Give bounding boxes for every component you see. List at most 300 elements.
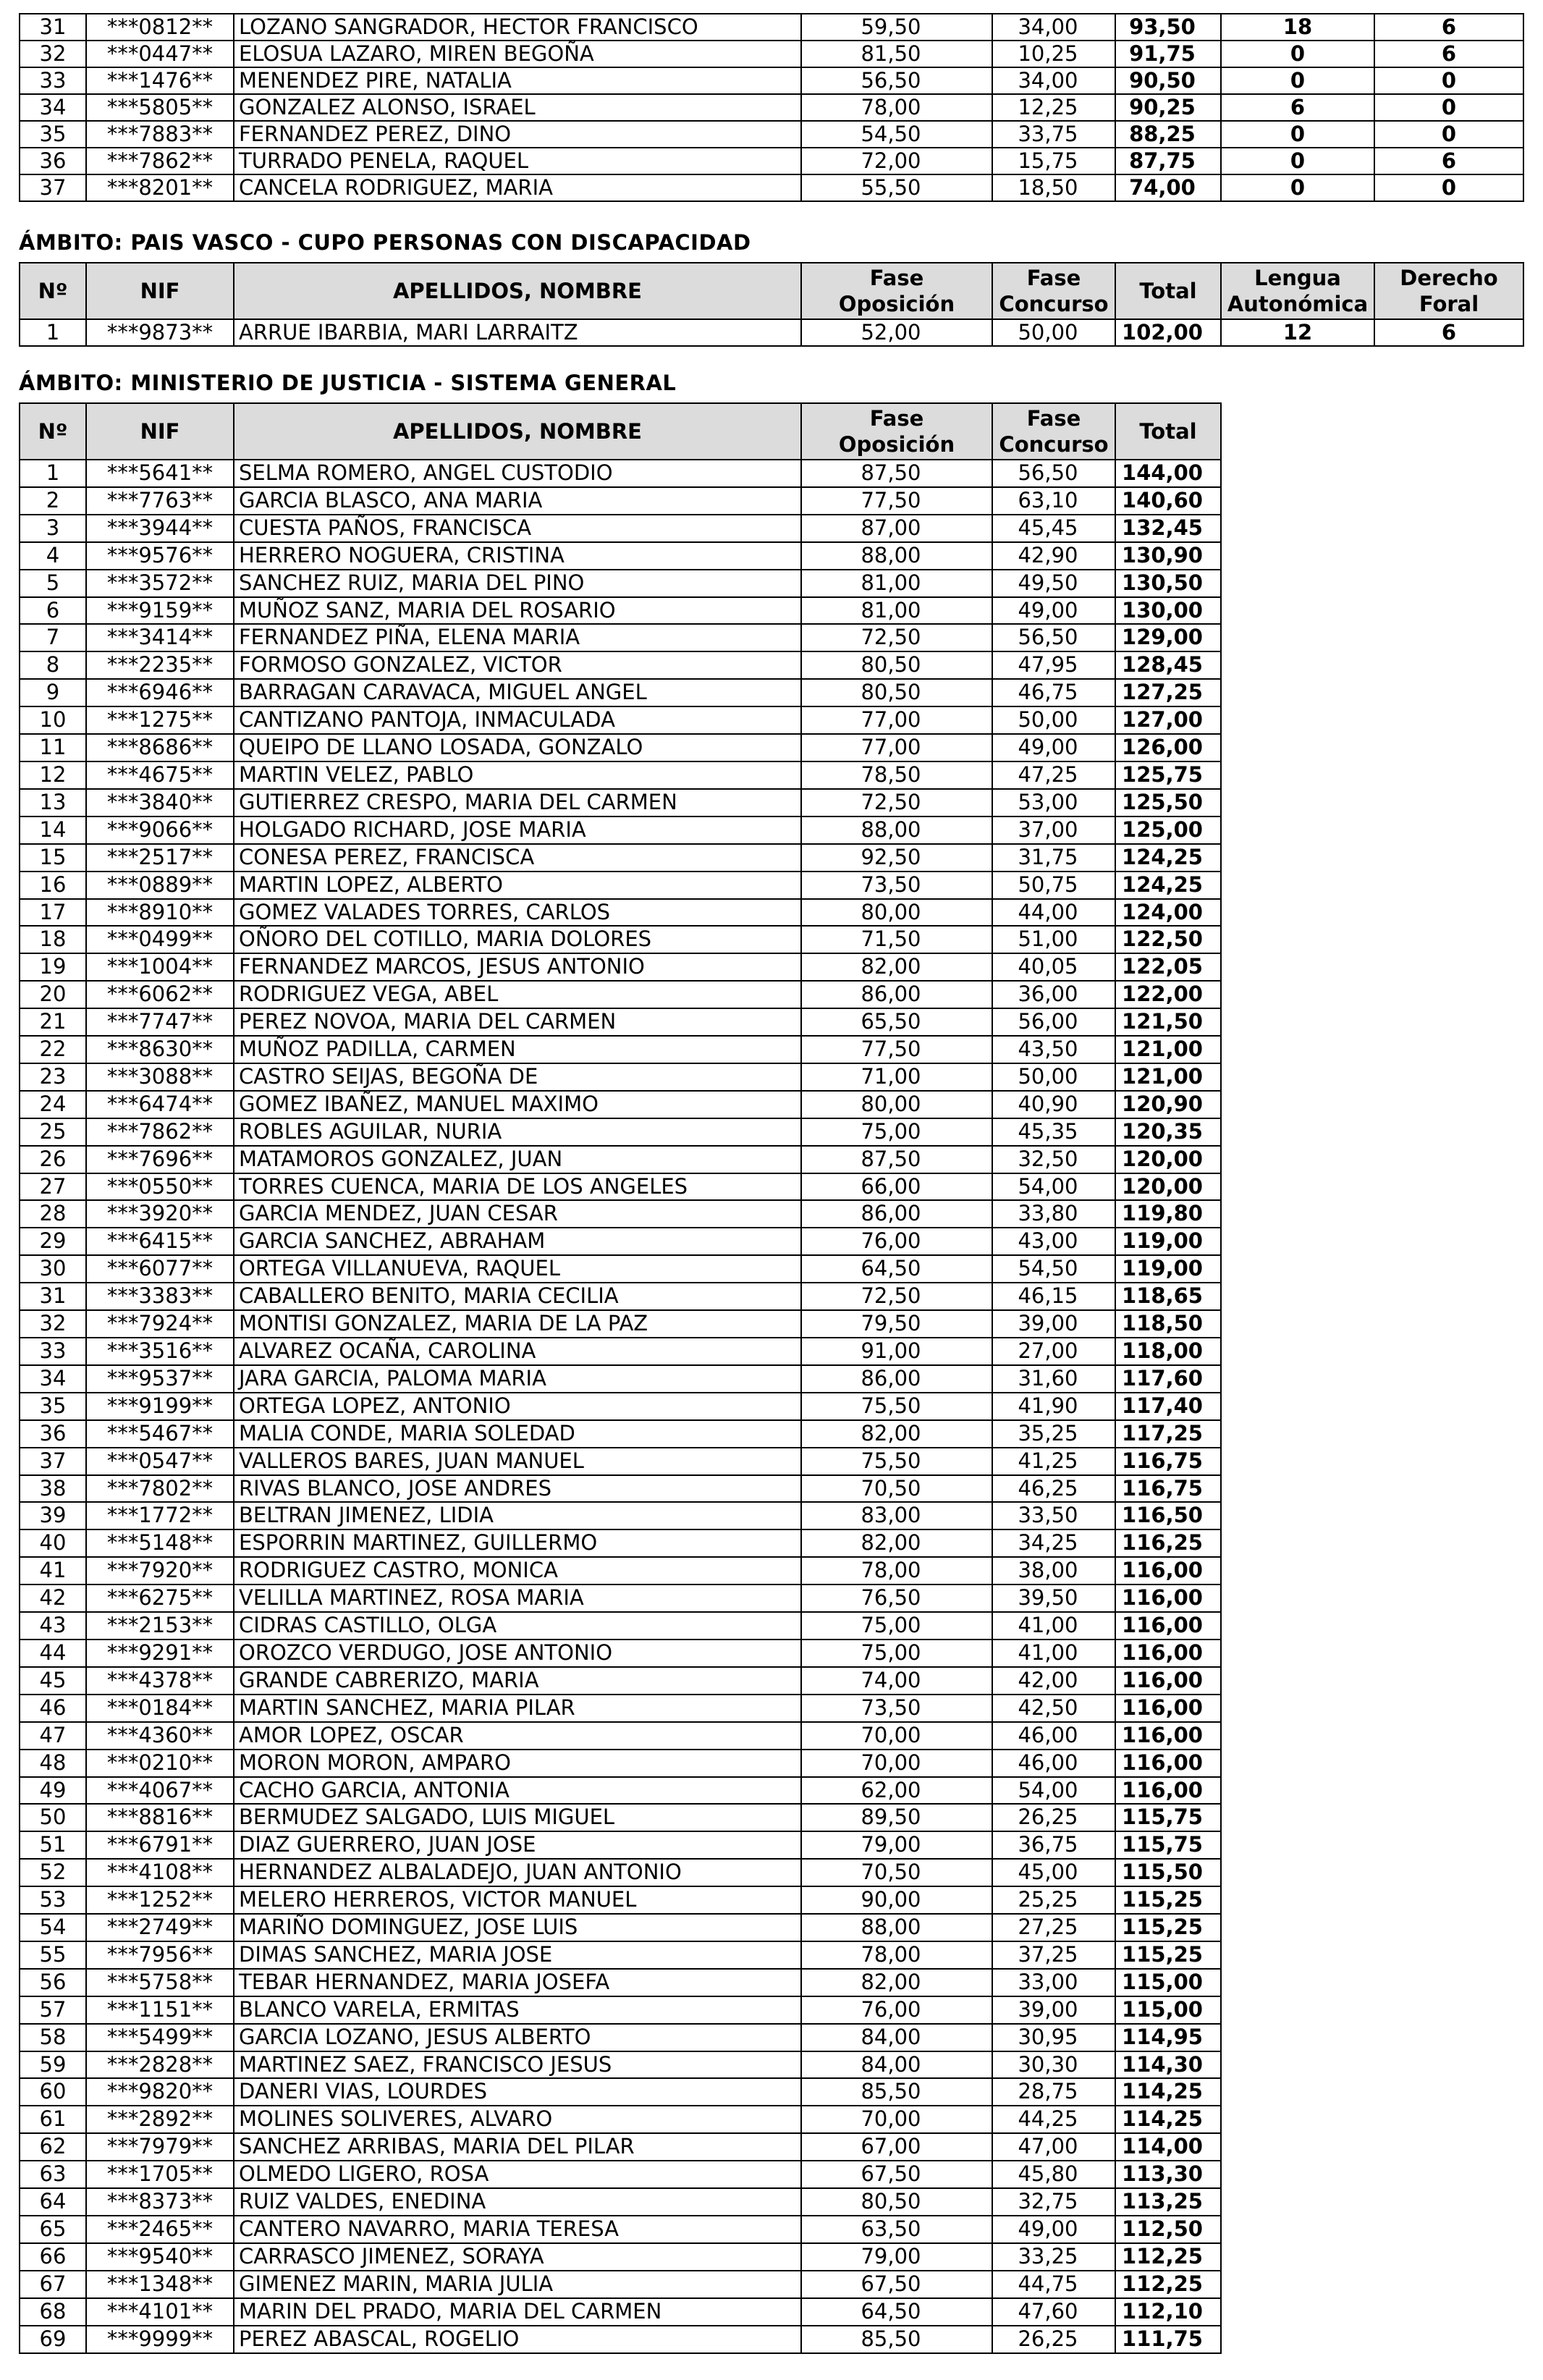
cell-total: 125,00 xyxy=(1115,816,1221,844)
cell-nif: ***9873** xyxy=(86,319,234,346)
cell-full-name: FERNANDEZ PIÑA, ELENA MARIA xyxy=(234,624,801,651)
cell-nif: ***7883** xyxy=(86,121,234,148)
cell-total: 122,50 xyxy=(1115,926,1221,953)
cell-full-name: RODRIGUEZ CASTRO, MONICA xyxy=(234,1557,801,1584)
cell-nif: ***9291** xyxy=(86,1640,234,1667)
cell-full-name: HERRERO NOGUERA, CRISTINA xyxy=(234,542,801,570)
cell-fase-oposicion: 85,50 xyxy=(801,2326,992,2353)
table-row xyxy=(20,174,1523,201)
cell-fase-concurso: 33,80 xyxy=(992,1200,1115,1228)
table-row xyxy=(20,121,1523,148)
cell-fase-oposicion: 88,00 xyxy=(801,542,992,570)
cell-row-number: 35 xyxy=(20,121,86,148)
cell-row-number: 33 xyxy=(20,67,86,94)
ministerio-justicia-table xyxy=(19,402,1222,2354)
cell-row-number: 66 xyxy=(20,2243,86,2271)
cell-total: 116,75 xyxy=(1115,1475,1221,1503)
cell-full-name: PEREZ NOVOA, MARIA DEL CARMEN xyxy=(234,1008,801,1036)
table-row xyxy=(20,1365,1221,1393)
cell-full-name: ORTEGA LOPEZ, ANTONIO xyxy=(234,1393,801,1420)
cell-full-name: ARRUE IBARBIA, MARI LARRAITZ xyxy=(234,319,801,346)
cell-fase-oposicion: 81,00 xyxy=(801,570,992,597)
cell-row-number: 26 xyxy=(20,1146,86,1173)
cell-fase-concurso: 41,00 xyxy=(992,1640,1115,1667)
pais-vasco-table xyxy=(19,262,1524,347)
cell-total: 125,75 xyxy=(1115,761,1221,789)
table-row xyxy=(20,1502,1221,1529)
cell-fase-oposicion: 86,00 xyxy=(801,1365,992,1393)
cell-full-name: GRANDE CABRERIZO, MARIA xyxy=(234,1667,801,1695)
cell-fase-oposicion: 75,00 xyxy=(801,1612,992,1640)
cell-fase-concurso: 10,25 xyxy=(992,41,1115,67)
cell-fase-oposicion: 82,00 xyxy=(801,1529,992,1557)
cell-total: 117,60 xyxy=(1115,1365,1221,1393)
table-row xyxy=(20,679,1221,706)
table-row xyxy=(20,2298,1221,2326)
cell-nif: ***6791** xyxy=(86,1831,234,1859)
cell-full-name: PEREZ ABASCAL, ROGELIO xyxy=(234,2326,801,2353)
cell-total: 122,00 xyxy=(1115,981,1221,1008)
cell-nif: ***9999** xyxy=(86,2326,234,2353)
cell-row-number: 51 xyxy=(20,1831,86,1859)
cell-total: 115,00 xyxy=(1115,1969,1221,1996)
cell-nif: ***1004** xyxy=(86,953,234,981)
cell-fase-concurso: 50,00 xyxy=(992,319,1115,346)
table-row xyxy=(20,1036,1221,1063)
cell-fase-concurso: 30,30 xyxy=(992,2051,1115,2079)
cell-full-name: TEBAR HERNANDEZ, MARIA JOSEFA xyxy=(234,1969,801,1996)
cell-full-name: FORMOSO GONZALEZ, VICTOR xyxy=(234,651,801,679)
cell-full-name: MOLINES SOLIVERES, ALVARO xyxy=(234,2106,801,2133)
cell-nif: ***9159** xyxy=(86,597,234,625)
cell-total: 120,90 xyxy=(1115,1091,1221,1118)
table-row xyxy=(20,734,1221,761)
cell-full-name: MARTINEZ SAEZ, FRANCISCO JESUS xyxy=(234,2051,801,2079)
cell-nif: ***4108** xyxy=(86,1859,234,1886)
cell-row-number: 16 xyxy=(20,872,86,899)
cell-nif: ***7763** xyxy=(86,487,234,515)
cell-fase-oposicion: 80,00 xyxy=(801,899,992,927)
cell-full-name: MELERO HERREROS, VICTOR MANUEL xyxy=(234,1886,801,1914)
table-row xyxy=(20,597,1221,625)
cell-nif: ***5467** xyxy=(86,1420,234,1448)
cell-row-number: 36 xyxy=(20,148,86,174)
header-total: Total xyxy=(1115,263,1221,319)
cell-nif: ***0547** xyxy=(86,1448,234,1475)
cell-fase-concurso: 46,00 xyxy=(992,1722,1115,1750)
cell-nif: ***2517** xyxy=(86,844,234,872)
table-row xyxy=(20,1063,1221,1091)
header-lengua-autonomica: Lengua Autonómica xyxy=(1221,263,1374,319)
cell-row-number: 1 xyxy=(20,319,86,346)
cell-fase-concurso: 33,00 xyxy=(992,1969,1115,1996)
cell-nif: ***5499** xyxy=(86,2024,234,2051)
cell-nif: ***6474** xyxy=(86,1091,234,1118)
cell-row-number: 59 xyxy=(20,2051,86,2079)
cell-fase-oposicion: 77,00 xyxy=(801,734,992,761)
cell-row-number: 34 xyxy=(20,1365,86,1393)
cell-fase-oposicion: 77,50 xyxy=(801,1036,992,1063)
cell-nif: ***3516** xyxy=(86,1338,234,1365)
cell-full-name: JARA GARCIA, PALOMA MARIA xyxy=(234,1365,801,1393)
cell-fase-oposicion: 67,50 xyxy=(801,2271,992,2298)
table-row xyxy=(20,1091,1221,1118)
cell-total: 115,50 xyxy=(1115,1859,1221,1886)
table-row xyxy=(20,319,1523,346)
cell-fase-concurso: 50,75 xyxy=(992,872,1115,899)
cell-fase-concurso: 31,75 xyxy=(992,844,1115,872)
cell-row-number: 6 xyxy=(20,597,86,625)
cell-total: 120,35 xyxy=(1115,1118,1221,1146)
cell-fase-concurso: 15,75 xyxy=(992,148,1115,174)
header-full-name: APELLIDOS, NOMBRE xyxy=(234,403,801,460)
cell-fase-concurso: 35,25 xyxy=(992,1420,1115,1448)
cell-total: 93,50 xyxy=(1115,14,1221,41)
cell-total: 87,75 xyxy=(1115,148,1221,174)
cell-fase-concurso: 42,50 xyxy=(992,1695,1115,1722)
cell-fase-concurso: 42,00 xyxy=(992,1667,1115,1695)
cell-fase-oposicion: 79,00 xyxy=(801,1831,992,1859)
cell-total: 130,50 xyxy=(1115,570,1221,597)
cell-nif: ***7924** xyxy=(86,1310,234,1338)
cell-nif: ***0889** xyxy=(86,872,234,899)
table-row xyxy=(20,1667,1221,1695)
cell-total: 116,00 xyxy=(1115,1722,1221,1750)
top-results-table xyxy=(19,13,1524,202)
cell-lengua-autonomica: 6 xyxy=(1221,94,1374,121)
section-title-ministerio-justicia: ÁMBITO: MINISTERIO DE JUSTICIA - SISTEMA GENERAL xyxy=(19,371,677,395)
cell-nif: ***1348** xyxy=(86,2271,234,2298)
table-row xyxy=(20,899,1221,927)
cell-fase-oposicion: 75,00 xyxy=(801,1640,992,1667)
cell-fase-concurso: 56,50 xyxy=(992,624,1115,651)
cell-total: 124,25 xyxy=(1115,872,1221,899)
cell-fase-oposicion: 73,50 xyxy=(801,872,992,899)
cell-fase-concurso: 47,60 xyxy=(992,2298,1115,2326)
cell-row-number: 3 xyxy=(20,515,86,542)
cell-row-number: 28 xyxy=(20,1200,86,1228)
cell-nif: ***3414** xyxy=(86,624,234,651)
cell-fase-oposicion: 81,00 xyxy=(801,597,992,625)
cell-full-name: CANTIZANO PANTOJA, INMACULADA xyxy=(234,706,801,734)
table-row xyxy=(20,2326,1221,2353)
cell-nif: ***4675** xyxy=(86,761,234,789)
cell-total: 122,05 xyxy=(1115,953,1221,981)
cell-nif: ***7920** xyxy=(86,1557,234,1584)
cell-full-name: MARTIN LOPEZ, ALBERTO xyxy=(234,872,801,899)
cell-total: 121,50 xyxy=(1115,1008,1221,1036)
cell-full-name: SELMA ROMERO, ANGEL CUSTODIO xyxy=(234,460,801,487)
table-row xyxy=(20,1146,1221,1173)
cell-row-number: 5 xyxy=(20,570,86,597)
cell-full-name: CANTERO NAVARRO, MARIA TERESA xyxy=(234,2216,801,2243)
table-row xyxy=(20,542,1221,570)
cell-row-number: 18 xyxy=(20,926,86,953)
cell-total: 124,00 xyxy=(1115,899,1221,927)
cell-nif: ***1772** xyxy=(86,1502,234,1529)
cell-fase-concurso: 42,90 xyxy=(992,542,1115,570)
cell-total: 112,25 xyxy=(1115,2243,1221,2271)
cell-row-number: 43 xyxy=(20,1612,86,1640)
cell-row-number: 67 xyxy=(20,2271,86,2298)
cell-fase-oposicion: 55,50 xyxy=(801,174,992,201)
table-row xyxy=(20,926,1221,953)
cell-total: 121,00 xyxy=(1115,1036,1221,1063)
cell-full-name: CARRASCO JIMENEZ, SORAYA xyxy=(234,2243,801,2271)
cell-fase-concurso: 54,00 xyxy=(992,1173,1115,1201)
cell-fase-oposicion: 54,50 xyxy=(801,121,992,148)
cell-total: 116,00 xyxy=(1115,1612,1221,1640)
cell-nif: ***9576** xyxy=(86,542,234,570)
table-row xyxy=(20,1969,1221,1996)
cell-nif: ***3920** xyxy=(86,1200,234,1228)
cell-fase-concurso: 45,00 xyxy=(992,1859,1115,1886)
cell-full-name: CONESA PEREZ, FRANCISCA xyxy=(234,844,801,872)
cell-fase-concurso: 40,05 xyxy=(992,953,1115,981)
cell-row-number: 69 xyxy=(20,2326,86,2353)
cell-nif: ***0447** xyxy=(86,41,234,67)
table-row xyxy=(20,2161,1221,2188)
cell-fase-concurso: 50,00 xyxy=(992,706,1115,734)
cell-fase-oposicion: 85,50 xyxy=(801,2078,992,2106)
cell-nif: ***8201** xyxy=(86,174,234,201)
header-full-name: APELLIDOS, NOMBRE xyxy=(234,263,801,319)
cell-nif: ***2153** xyxy=(86,1612,234,1640)
cell-nif: ***4360** xyxy=(86,1722,234,1750)
cell-total: 128,45 xyxy=(1115,651,1221,679)
cell-row-number: 44 xyxy=(20,1640,86,1667)
cell-nif: ***6415** xyxy=(86,1228,234,1255)
cell-row-number: 52 xyxy=(20,1859,86,1886)
table-row xyxy=(20,1886,1221,1914)
cell-fase-concurso: 49,50 xyxy=(992,570,1115,597)
cell-row-number: 21 xyxy=(20,1008,86,1036)
table-row xyxy=(20,1173,1221,1201)
cell-fase-oposicion: 76,00 xyxy=(801,1996,992,2024)
cell-row-number: 24 xyxy=(20,1091,86,1118)
cell-nif: ***8686** xyxy=(86,734,234,761)
table-row xyxy=(20,2271,1221,2298)
cell-nif: ***6062** xyxy=(86,981,234,1008)
cell-total: 111,75 xyxy=(1115,2326,1221,2353)
cell-derecho-foral: 0 xyxy=(1374,67,1523,94)
cell-fase-concurso: 37,00 xyxy=(992,816,1115,844)
cell-total: 140,60 xyxy=(1115,487,1221,515)
cell-full-name: CIDRAS CASTILLO, OLGA xyxy=(234,1612,801,1640)
cell-total: 144,00 xyxy=(1115,460,1221,487)
cell-full-name: VALLEROS BARES, JUAN MANUEL xyxy=(234,1448,801,1475)
cell-row-number: 58 xyxy=(20,2024,86,2051)
cell-row-number: 48 xyxy=(20,1750,86,1777)
cell-fase-concurso: 56,00 xyxy=(992,1008,1115,1036)
cell-fase-oposicion: 72,50 xyxy=(801,789,992,816)
cell-fase-concurso: 40,90 xyxy=(992,1091,1115,1118)
cell-total: 88,25 xyxy=(1115,121,1221,148)
cell-fase-oposicion: 78,50 xyxy=(801,761,992,789)
cell-full-name: MALIA CONDE, MARIA SOLEDAD xyxy=(234,1420,801,1448)
table-row xyxy=(20,2216,1221,2243)
cell-row-number: 22 xyxy=(20,1036,86,1063)
cell-total: 130,90 xyxy=(1115,542,1221,570)
cell-lengua-autonomica: 0 xyxy=(1221,41,1374,67)
cell-full-name: HOLGADO RICHARD, JOSE MARIA xyxy=(234,816,801,844)
cell-nif: ***5758** xyxy=(86,1969,234,1996)
cell-full-name: MARIN DEL PRADO, MARIA DEL CARMEN xyxy=(234,2298,801,2326)
cell-fase-oposicion: 79,00 xyxy=(801,2243,992,2271)
cell-nif: ***9540** xyxy=(86,2243,234,2271)
cell-total: 119,80 xyxy=(1115,1200,1221,1228)
cell-total: 115,75 xyxy=(1115,1804,1221,1831)
cell-fase-concurso: 41,00 xyxy=(992,1612,1115,1640)
cell-fase-oposicion: 64,50 xyxy=(801,2298,992,2326)
cell-fase-oposicion: 78,00 xyxy=(801,94,992,121)
table-row xyxy=(20,1338,1221,1365)
cell-total: 132,45 xyxy=(1115,515,1221,542)
cell-row-number: 19 xyxy=(20,953,86,981)
cell-full-name: DANERI VIAS, LOURDES xyxy=(234,2078,801,2106)
cell-full-name: TORRES CUENCA, MARIA DE LOS ANGELES xyxy=(234,1173,801,1201)
cell-fase-concurso: 31,60 xyxy=(992,1365,1115,1393)
cell-fase-oposicion: 72,50 xyxy=(801,1283,992,1310)
cell-total: 113,25 xyxy=(1115,2188,1221,2216)
cell-total: 119,00 xyxy=(1115,1255,1221,1283)
table-row xyxy=(20,1722,1221,1750)
cell-nif: ***1275** xyxy=(86,706,234,734)
cell-full-name: GARCIA LOZANO, JESUS ALBERTO xyxy=(234,2024,801,2051)
cell-fase-concurso: 43,50 xyxy=(992,1036,1115,1063)
cell-total: 112,10 xyxy=(1115,2298,1221,2326)
cell-fase-oposicion: 81,50 xyxy=(801,41,992,67)
cell-nif: ***9537** xyxy=(86,1365,234,1393)
cell-nif: ***1151** xyxy=(86,1996,234,2024)
cell-full-name: BERMUDEZ SALGADO, LUIS MIGUEL xyxy=(234,1804,801,1831)
cell-fase-concurso: 45,45 xyxy=(992,515,1115,542)
cell-nif: ***6275** xyxy=(86,1584,234,1612)
cell-fase-oposicion: 78,00 xyxy=(801,1557,992,1584)
cell-fase-oposicion: 70,00 xyxy=(801,1750,992,1777)
table-row xyxy=(20,1996,1221,2024)
table-row xyxy=(20,2051,1221,2079)
cell-fase-oposicion: 78,00 xyxy=(801,1941,992,1969)
cell-full-name: AMOR LOPEZ, OSCAR xyxy=(234,1722,801,1750)
cell-row-number: 41 xyxy=(20,1557,86,1584)
cell-row-number: 47 xyxy=(20,1722,86,1750)
cell-fase-concurso: 50,00 xyxy=(992,1063,1115,1091)
cell-lengua-autonomica: 0 xyxy=(1221,121,1374,148)
cell-nif: ***9199** xyxy=(86,1393,234,1420)
cell-fase-oposicion: 75,50 xyxy=(801,1448,992,1475)
cell-total: 90,50 xyxy=(1115,67,1221,94)
cell-fase-concurso: 34,25 xyxy=(992,1529,1115,1557)
cell-row-number: 4 xyxy=(20,542,86,570)
cell-full-name: ESPORRIN MARTINEZ, GUILLERMO xyxy=(234,1529,801,1557)
cell-full-name: CASTRO SEIJAS, BEGOÑA DE xyxy=(234,1063,801,1091)
cell-row-number: 20 xyxy=(20,981,86,1008)
cell-nif: ***5148** xyxy=(86,1529,234,1557)
cell-nif: ***2892** xyxy=(86,2106,234,2133)
cell-fase-concurso: 26,25 xyxy=(992,1804,1115,1831)
cell-fase-concurso: 45,80 xyxy=(992,2161,1115,2188)
cell-fase-oposicion: 59,50 xyxy=(801,14,992,41)
cell-full-name: TURRADO PENELA, RAQUEL xyxy=(234,148,801,174)
cell-row-number: 33 xyxy=(20,1338,86,1365)
cell-fase-oposicion: 86,00 xyxy=(801,1200,992,1228)
cell-full-name: CACHO GARCIA, ANTONIA xyxy=(234,1777,801,1805)
cell-fase-oposicion: 65,50 xyxy=(801,1008,992,1036)
cell-nif: ***7802** xyxy=(86,1475,234,1503)
cell-total: 115,75 xyxy=(1115,1831,1221,1859)
cell-row-number: 50 xyxy=(20,1804,86,1831)
cell-nif: ***4067** xyxy=(86,1777,234,1805)
cell-total: 115,25 xyxy=(1115,1941,1221,1969)
cell-fase-concurso: 39,00 xyxy=(992,1310,1115,1338)
table-row xyxy=(20,515,1221,542)
table-row xyxy=(20,1612,1221,1640)
cell-total: 114,95 xyxy=(1115,2024,1221,2051)
cell-fase-oposicion: 86,00 xyxy=(801,981,992,1008)
cell-full-name: GARCIA MENDEZ, JUAN CESAR xyxy=(234,1200,801,1228)
cell-fase-oposicion: 67,00 xyxy=(801,2133,992,2161)
cell-nif: ***0499** xyxy=(86,926,234,953)
cell-derecho-foral: 0 xyxy=(1374,121,1523,148)
table-row xyxy=(20,1283,1221,1310)
cell-fase-concurso: 33,75 xyxy=(992,121,1115,148)
cell-full-name: RIVAS BLANCO, JOSE ANDRES xyxy=(234,1475,801,1503)
table-row xyxy=(20,1831,1221,1859)
cell-row-number: 46 xyxy=(20,1695,86,1722)
cell-fase-oposicion: 87,50 xyxy=(801,1146,992,1173)
cell-full-name: CUESTA PAÑOS, FRANCISCA xyxy=(234,515,801,542)
cell-fase-oposicion: 75,00 xyxy=(801,1118,992,1146)
cell-row-number: 29 xyxy=(20,1228,86,1255)
cell-fase-concurso: 46,25 xyxy=(992,1475,1115,1503)
cell-row-number: 1 xyxy=(20,460,86,487)
cell-fase-concurso: 49,00 xyxy=(992,734,1115,761)
cell-row-number: 40 xyxy=(20,1529,86,1557)
cell-row-number: 36 xyxy=(20,1420,86,1448)
table-row xyxy=(20,1529,1221,1557)
cell-row-number: 17 xyxy=(20,899,86,927)
cell-fase-oposicion: 84,00 xyxy=(801,2024,992,2051)
cell-nif: ***8910** xyxy=(86,899,234,927)
table-row xyxy=(20,2243,1221,2271)
cell-fase-oposicion: 71,50 xyxy=(801,926,992,953)
table-row xyxy=(20,41,1523,67)
table-row xyxy=(20,1941,1221,1969)
cell-full-name: ROBLES AGUILAR, NURIA xyxy=(234,1118,801,1146)
cell-lengua-autonomica: 0 xyxy=(1221,148,1374,174)
cell-full-name: MARTIN VELEZ, PABLO xyxy=(234,761,801,789)
cell-fase-concurso: 27,00 xyxy=(992,1338,1115,1365)
cell-fase-concurso: 44,25 xyxy=(992,2106,1115,2133)
cell-fase-concurso: 32,75 xyxy=(992,2188,1115,2216)
cell-fase-concurso: 53,00 xyxy=(992,789,1115,816)
cell-nif: ***3088** xyxy=(86,1063,234,1091)
cell-full-name: MARTIN SANCHEZ, MARIA PILAR xyxy=(234,1695,801,1722)
table-row xyxy=(20,94,1523,121)
cell-fase-oposicion: 73,50 xyxy=(801,1695,992,1722)
table-row xyxy=(20,460,1221,487)
table-row xyxy=(20,1420,1221,1448)
cell-fase-concurso: 30,95 xyxy=(992,2024,1115,2051)
cell-total: 115,00 xyxy=(1115,1996,1221,2024)
cell-fase-concurso: 34,00 xyxy=(992,14,1115,41)
cell-total: 91,75 xyxy=(1115,41,1221,67)
cell-nif: ***2235** xyxy=(86,651,234,679)
cell-fase-concurso: 44,00 xyxy=(992,899,1115,927)
cell-full-name: MORON MORON, AMPARO xyxy=(234,1750,801,1777)
table-row xyxy=(20,2024,1221,2051)
